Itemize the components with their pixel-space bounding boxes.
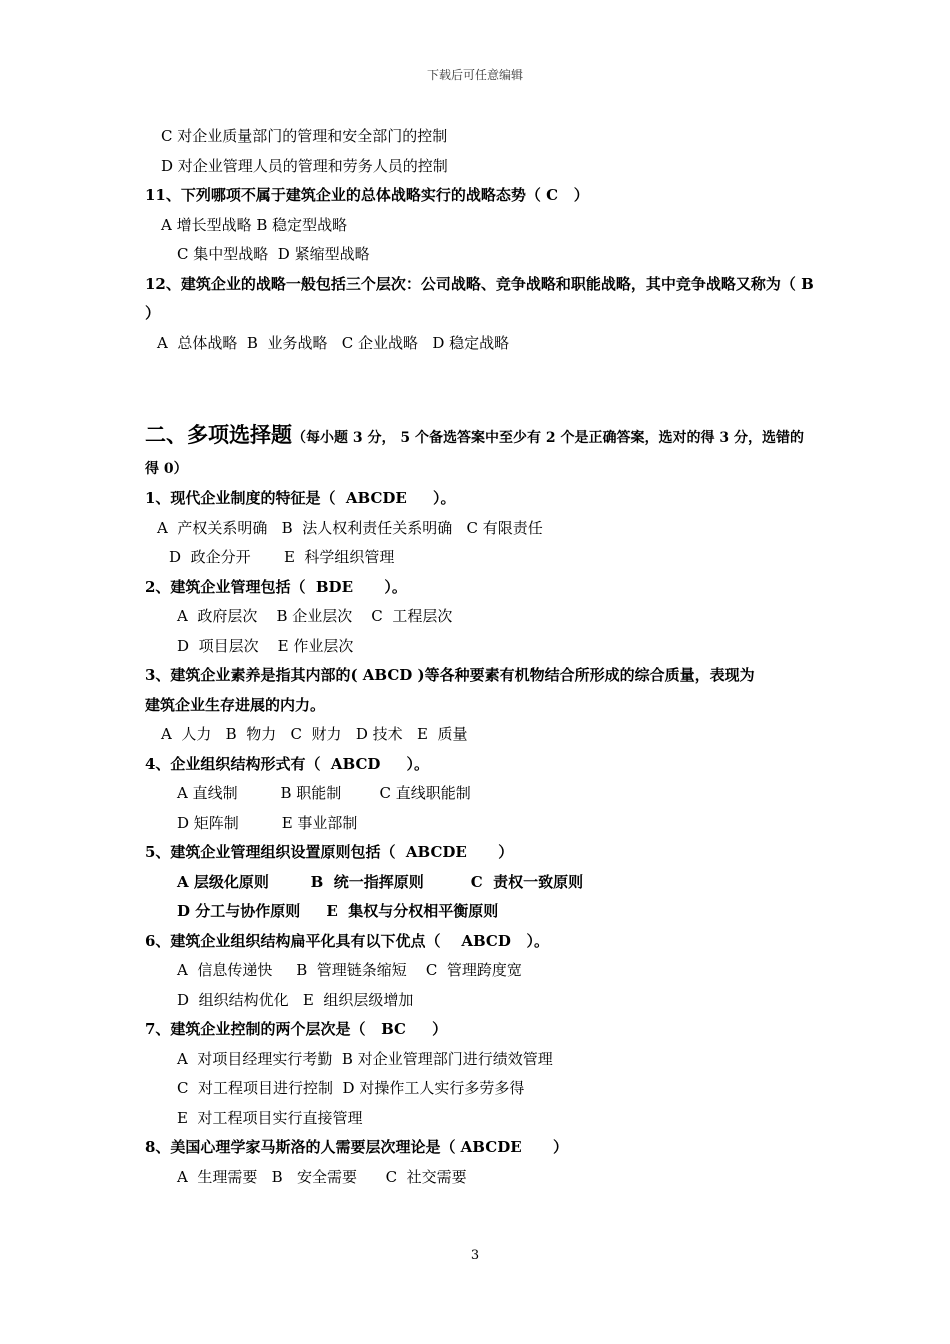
mc-5-options: D 分工与协作原则 E 集权与分权相平衡原则 (177, 902, 499, 920)
mc-6-stem: 6、建筑企业组织结构扁平化具有以下优点（ ABCD ）。 (145, 931, 550, 950)
mc-1-options: A 产权关系明确 B 法人权利责任关系明确 C 有限责任 (157, 518, 543, 537)
section-heading (145, 420, 815, 484)
mc-7-options: E 对工程项目实行直接管理 (177, 1108, 363, 1127)
mc-4-options: D 矩阵制 E 事业部制 (177, 813, 358, 832)
mc-5-options: A 层级化原则 B 统一指挥原则 C 责权一致原则 (177, 872, 584, 891)
mc-1-stem: 1、现代企业制度的特征是（ ABCDE ）。 (145, 489, 456, 507)
mc-4-stem: 4、企业组织结构形式有（ ABCD ）。 (145, 754, 430, 773)
mc-2-options: A 政府层次 B 企业层次 C 工程层次 (177, 607, 453, 625)
mc-2-stem: 2、建筑企业管理包括（ BDE ）。 (145, 577, 407, 596)
mc-8-stem: 8、美国心理学家马斯洛的人需要层次理论是（ ABCDE ） (145, 1138, 568, 1156)
mc-1-options: D 政企分开 E 科学组织管理 (169, 548, 395, 566)
mc-7-stem: 7、建筑企业控制的两个层次是（ BC ） (145, 1020, 448, 1038)
mc-6-options: A 信息传递快 B 管理链条缩短 C 管理跨度宽 (177, 961, 522, 979)
option-line: D 对企业管理人员的管理和劳务人员的控制 (161, 156, 448, 175)
mc-4-options: A 直线制 B 职能制 C 直线职能制 (177, 784, 471, 802)
section-note: （每小题 3 分， 5 个备选答案中至少有 2 个是正确答案，选对的得 3 分，选错的得 0） (145, 430, 804, 477)
page-header: 下载后可任意编辑 (426, 68, 523, 82)
mc-7-options: C 对工程项目进行控制 D 对操作工人实行多劳多得 (177, 1079, 525, 1097)
section-title: 二、多项选择题 (145, 422, 292, 447)
mc-6-options: D 组织结构优化 E 组织层级增加 (177, 990, 414, 1009)
mc-3-stem-cont: 建筑企业生存进展的内力。 (145, 695, 326, 714)
question-12-stem: 12、建筑企业的战略一般包括三个层次：公司战略、竞争战略和职能战略，其中竞争战略又称为（ B ） (145, 274, 814, 322)
mc-8-options: A 生理需要 B 安全需要 C 社交需要 (177, 1167, 467, 1186)
question-11-stem: 11、下列哪项不属于建筑企业的总体战略实行的战略态势（ C ） (145, 186, 589, 204)
page-number: 3 (470, 1248, 480, 1263)
mc-7-options: A 对项目经理实行考勤 B 对企业管理部门进行绩效管理 (177, 1049, 553, 1068)
mc-5-stem: 5、建筑企业管理组织设置原则包括（ ABCDE ） (145, 843, 514, 861)
question-11-options: A 增长型战略 B 稳定型战略 (161, 215, 348, 234)
question-12-options: A 总体战略 B 业务战略 C 企业战略 D 稳定战略 (157, 333, 510, 352)
mc-3-options: A 人力 B 物力 C 财力 D 技术 E 质量 (161, 725, 468, 743)
mc-2-options: D 项目层次 E 作业层次 (177, 636, 354, 655)
document-body (145, 122, 815, 1192)
option-line: C 对企业质量部门的管理和安全部门的控制 (161, 127, 448, 145)
mc-3-stem: 3、建筑企业素养是指其内部的( ABCD )等各种要素有机物结合所形成的综合质量，表现为 (145, 666, 755, 684)
spacer (145, 358, 815, 420)
question-11-options: C 集中型战略 D 紧缩型战略 (177, 245, 370, 263)
